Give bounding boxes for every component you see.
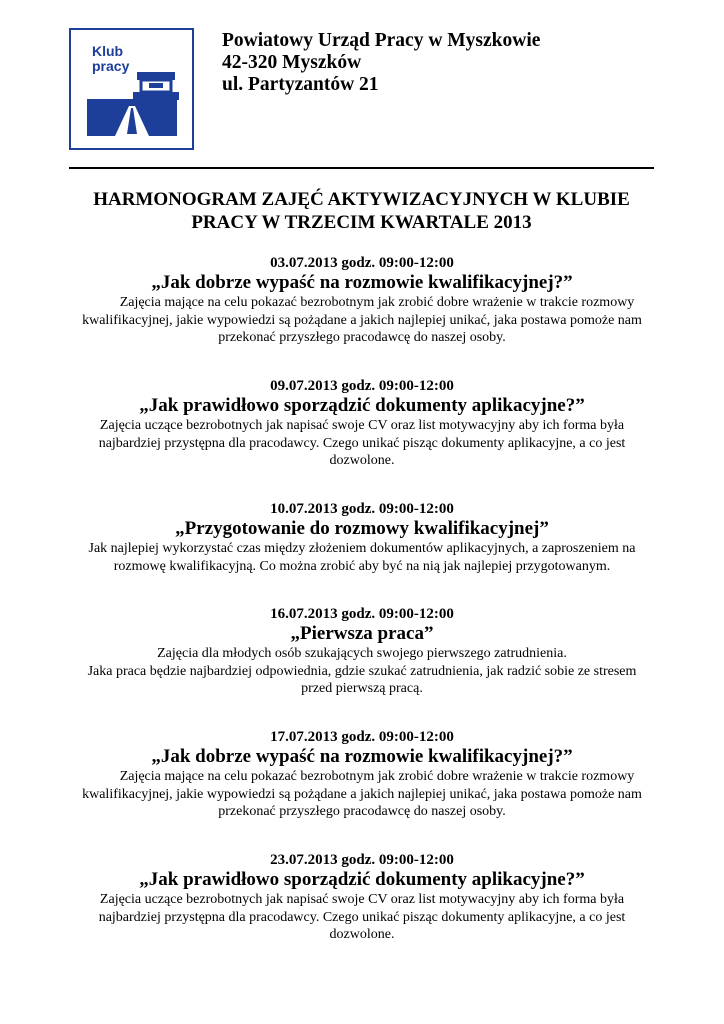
event-item <box>62 254 662 347</box>
office-street: ul. Partyzantów 21 <box>222 74 379 95</box>
event-topic: „Pierwsza praca” <box>290 623 434 644</box>
road-truck-icon <box>71 30 192 148</box>
event-date: 17.07.2013 godz. 09:00-12:00 <box>270 729 454 745</box>
event-date: 09.07.2013 godz. 09:00-12:00 <box>270 378 454 394</box>
event-topic: „Jak dobrze wypaść na rozmowie kwalifikacyjnej?” <box>151 272 573 293</box>
event-description <box>62 891 662 944</box>
event-topic: „Jak prawidłowo sporządzić dokumenty aplikacyjne?” <box>139 395 585 416</box>
document-title <box>69 188 654 234</box>
desc-line: Jak najlepiej wykorzystać czas między złożeniem dokumentów aplikacyjnych, a zaproszeniem na <box>88 541 636 556</box>
event-item <box>62 377 662 470</box>
desc-line: Jaka praca będzie najbardziej odpowiednia, gdzie szukać zatrudnienia, jak radzić sobie ze stresem <box>87 663 637 679</box>
event-item <box>62 851 662 944</box>
event-date: 10.07.2013 godz. 09:00-12:00 <box>270 501 454 517</box>
desc-line: kwalifikacyjnej, jakie wypowiedzi są pożądane a jakich najlepiej unikać, jaka postawa pomoże nam <box>82 786 642 802</box>
desc-line: przed pierwszą pracą. <box>301 681 423 696</box>
desc-line: Zajęcia uczące bezrobotnych jak napisać swoje CV oraz list motywacyjny aby ich forma była <box>99 418 625 433</box>
event-topic: „Jak dobrze wypaść na rozmowie kwalifikacyjnej?” <box>151 746 573 767</box>
desc-line: Zajęcia mające na celu pokazać bezrobotnym jak zrobić dobre wrażenie w trakcie rozmowy <box>119 769 635 784</box>
logo-text <box>92 44 129 74</box>
office-address <box>222 30 540 96</box>
event-item <box>62 605 662 698</box>
desc-line: przekonać przyszłego pracodawcę do naszej osoby. <box>218 330 506 345</box>
desc-line: dozwolone. <box>329 453 395 468</box>
title-line-1: HARMONOGRAM ZAJĘĆ AKTYWIZACYJNYCH W KLUBIE <box>93 189 630 210</box>
desc-line: Zajęcia dla młodych osób szukających swojego pierwszego zatrudnienia. <box>157 646 567 661</box>
event-topic: „Przygotowanie do rozmowy kwalifikacyjnej” <box>175 518 549 539</box>
logo-line-2: pracy <box>92 58 130 74</box>
desc-line: Zajęcia mające na celu pokazać bezrobotnym jak zrobić dobre wrażenie w trakcie rozmowy <box>119 295 635 310</box>
event-item <box>62 500 662 575</box>
event-date: 16.07.2013 godz. 09:00-12:00 <box>270 606 454 622</box>
event-item <box>62 728 662 821</box>
desc-line: najbardziej przystępna dla pracodawcy. Czego unikać pisząc dokumenty aplikacyjne, a co jest <box>98 435 626 451</box>
event-topic: „Jak prawidłowo sporządzić dokumenty aplikacyjne?” <box>139 869 585 890</box>
klub-pracy-logo <box>69 28 194 150</box>
event-description <box>62 645 662 698</box>
event-description <box>62 540 662 575</box>
title-line-2: PRACY W TRZECIM KWARTALE 2013 <box>191 212 532 233</box>
event-date: 23.07.2013 godz. 09:00-12:00 <box>270 852 454 868</box>
desc-line: dozwolone. <box>329 927 395 942</box>
office-name: Powiatowy Urząd Pracy w Myszkowie <box>222 30 541 51</box>
desc-line: rozmowę kwalifikacyjną. Co można zrobić aby być na nią jak najlepiej przygotowanym. <box>113 558 611 574</box>
event-date: 03.07.2013 godz. 09:00-12:00 <box>270 255 454 271</box>
desc-line: przekonać przyszłego pracodawcę do naszej osoby. <box>218 804 506 819</box>
desc-line: Zajęcia uczące bezrobotnych jak napisać swoje CV oraz list motywacyjny aby ich forma była <box>99 892 625 907</box>
desc-line: najbardziej przystępna dla pracodawcy. Czego unikać pisząc dokumenty aplikacyjne, a co jest <box>98 909 626 925</box>
desc-line: kwalifikacyjnej, jakie wypowiedzi są pożądane a jakich najlepiej unikać, jaka postawa pomoże nam <box>82 312 642 328</box>
logo-line-1: Klub <box>92 43 124 59</box>
event-description <box>62 294 662 347</box>
header-divider <box>69 167 654 169</box>
event-description <box>62 417 662 470</box>
event-description <box>62 768 662 821</box>
office-postal-city: 42-320 Myszków <box>222 52 362 73</box>
